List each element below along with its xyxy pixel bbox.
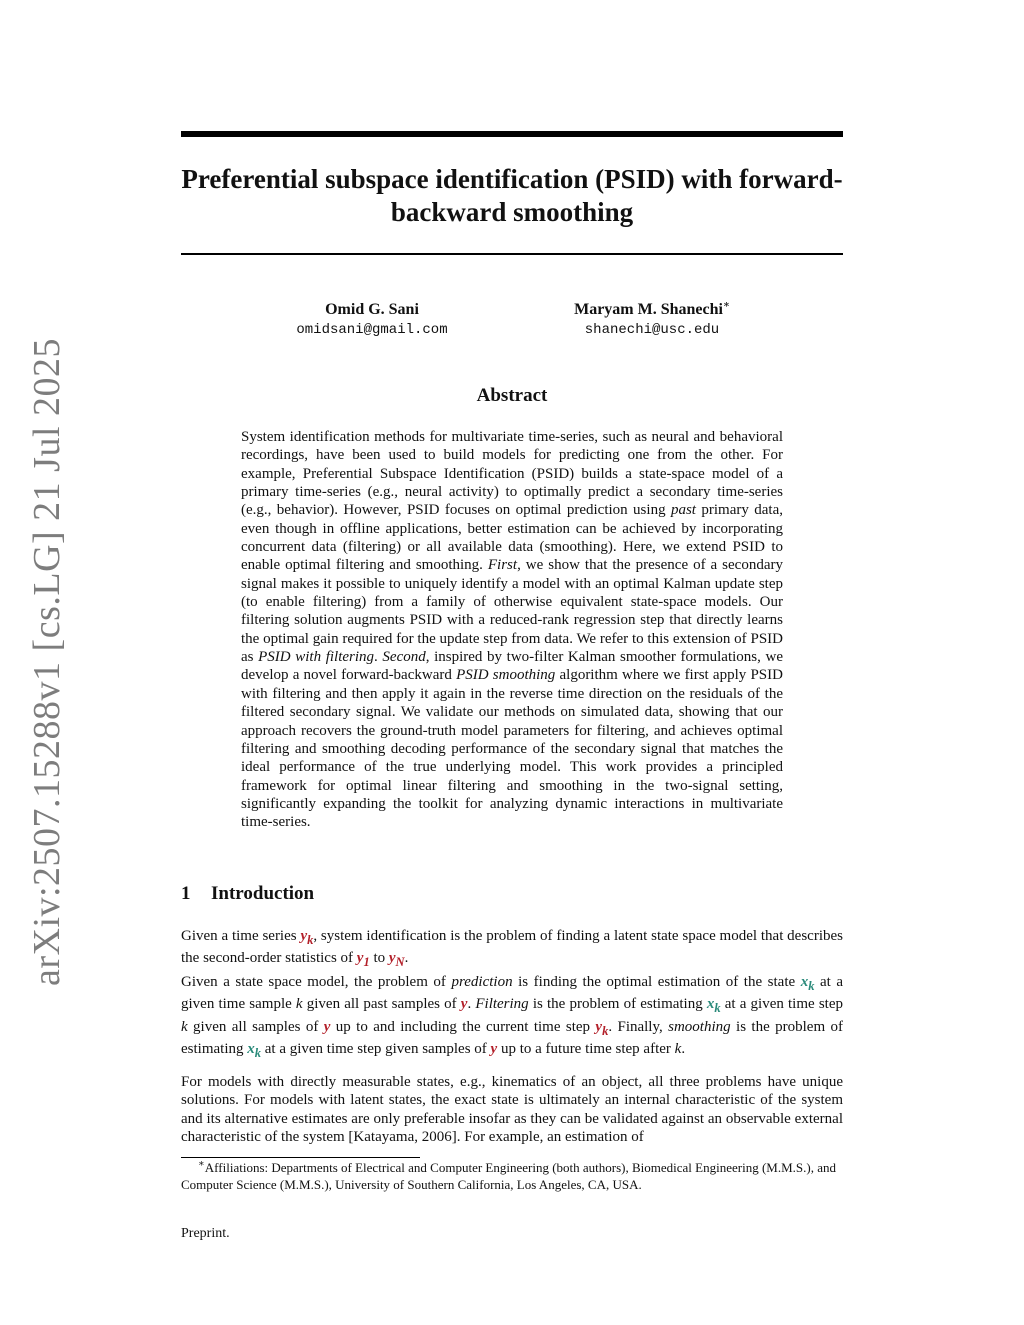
preprint-label: Preprint.: [181, 1226, 230, 1241]
author-email[interactable]: shanechi@usc.edu: [584, 322, 720, 338]
author-name: [512, 300, 792, 320]
footnote-marker[interactable]: ∗: [722, 299, 730, 311]
abstract-body: System identification methods for multivariate time-series, such as neural and behavioral recordings, have been used to build models for predicting one from the other. For example, Preferential Subspace Identification (PSID) builds a state-space model of a primary time-series (e.g., neural activity) to optimally predict a secondary time-series (e.g., behavior). However, PSID focuses on optimal prediction using past primary data, even though in offline applications, better estimation can be achieved by incorporating concurrent data (filtering) or all available data (smoothing). Here, we extend PSID to enable optimal filtering and smoothing. First, we show that the presence of a secondary signal makes it possible to uniquely identify a model with an optimal Kalman update step (to enable filtering) from a family of otherwise equivalent state-space models. Our filtering solution augments PSID with a reduced-rank regression step that directly learns the optimal gain required for the update step from data. We refer to this extension of PSID as PSID with filtering. Second, inspired by two-filter Kalman smoother formulations, we develop a novel forward-backward PSID smoothing algorithm where we first apply PSID with filtering and then apply it again in the reverse time direction on the residuals of the filtered secondary signal. We validate our methods on simulated data, showing that our approach recovers the ground-truth model parameters for filtering, and achieves optimal filtering and smoothing decoding performance of the secondary signal that matches the ideal performance of the true underlying model. This work provides a principled framework for optimal linear filtering and smoothing in the two-signal setting, significantly expanding the toolkit for analyzing dynamic interactions in multivariate time-series.: [241, 429, 783, 831]
intro-paragraph-2: Given a state space model, the problem of prediction is finding the optimal estimation of the state $x_k$ at a given time sample k given all past samples of y. Filtering is the problem of estimating $x_k$ at a given time step k given all samples of y up to and including the current time step $y_k$. Finally, smoothing is the problem of estimating $x_k$ at a given time step given samples of y up to a future time step after k.: [181, 974, 844, 1060]
section-number: 1: [181, 883, 191, 904]
footnote: [181, 1159, 843, 1193]
title-top-rule: [181, 131, 843, 137]
author-block-2: [512, 300, 792, 340]
section-title: Introduction: [211, 883, 315, 904]
author-name: Omid G. Sani: [325, 301, 419, 318]
author-email[interactable]: omidsani@gmail.com: [296, 322, 448, 338]
paper-title: Preferential subspace identification (PSID) with forward-backward smoothing: [181, 164, 843, 227]
footnote-text: Affiliations: Departments of Electrical and Computer Engineering (both authors), Biomedical Engineering (M.M.S.), and Computer Science (M.M.S.), University of Southern California, Los Angeles, CA, USA.: [181, 1160, 836, 1192]
footnote-marker: ∗: [198, 1158, 205, 1170]
arxiv-stamp: arXiv:2507.15288v1 [cs.LG] 21 Jul 2025: [26, 337, 68, 987]
title-bottom-rule: [181, 253, 843, 255]
intro-paragraph-3: For models with directly measurable states, e.g., kinematics of an object, all three problems have unique solutions. For models with latent states, the exact state is ultimately an internal characteristic of the system and its alternative estimates are only preferable insofar as they can be validated against an observable external characteristic of the system [Katayama, 2006]. For example, an estimation of: [181, 1074, 843, 1145]
author-name-text: Maryam M. Shanechi: [574, 301, 723, 318]
section-heading-introduction: [181, 882, 843, 906]
abstract-heading: Abstract: [476, 385, 548, 406]
intro-paragraph-1: Given a time series $y_k$, system identification is the problem of finding a latent state space model that describes the second-order statistics of $y_1$ to $y_N$.: [181, 928, 843, 970]
footnote-rule: [181, 1157, 420, 1158]
author-block-1: [232, 300, 512, 340]
